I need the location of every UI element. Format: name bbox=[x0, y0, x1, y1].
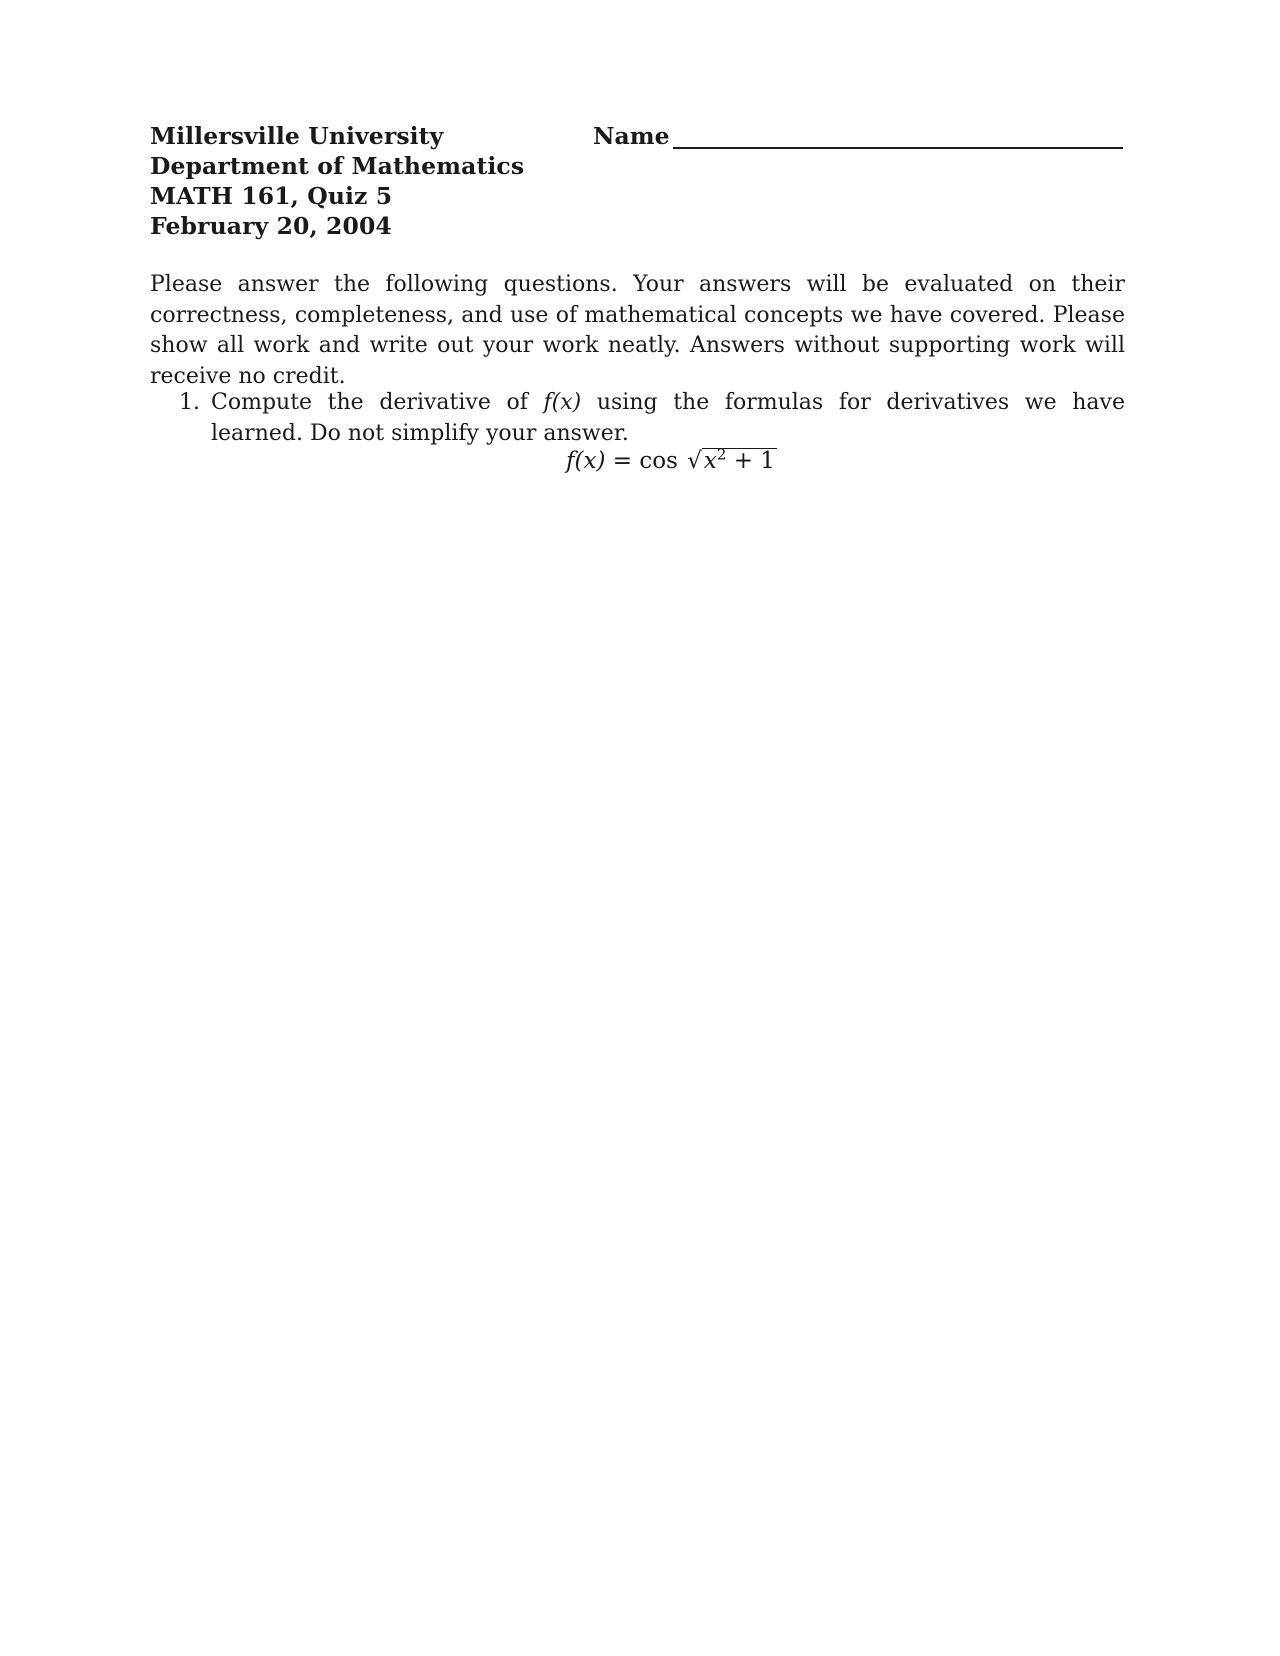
quiz-date: February 20, 2004 bbox=[150, 212, 392, 240]
name-blank-line[interactable] bbox=[673, 147, 1123, 149]
name-label: Name bbox=[593, 122, 670, 150]
formula-radical bbox=[685, 446, 777, 476]
question-text bbox=[211, 388, 1125, 449]
question-text-after: using the formulas for derivatives we have learned. Do not simplify your answer. bbox=[211, 390, 1125, 446]
radicand-rest: + 1 bbox=[733, 448, 775, 474]
instructions-paragraph: Please answer the following questions. Your answers will be evaluated on their correctness, completeness, and use of mathematical concepts we have covered. Please show all work and write out your work neatly. Answers without supporting work will receive no credit. bbox=[150, 272, 1125, 389]
formula-equals: = bbox=[612, 448, 633, 474]
question-number: 1. bbox=[179, 390, 200, 415]
radical-sign: √ bbox=[687, 448, 702, 474]
course-header bbox=[150, 121, 524, 241]
course-title: MATH 161, Quiz 5 bbox=[150, 182, 393, 210]
name-field bbox=[593, 121, 1123, 151]
department-name: Department of Mathematics bbox=[150, 152, 525, 180]
question-text-before: Compute the derivative of bbox=[211, 390, 544, 415]
question-1 bbox=[179, 388, 1125, 449]
question-formula bbox=[566, 446, 777, 476]
radicand-base: x bbox=[703, 448, 717, 474]
radicand-exponent: 2 bbox=[716, 445, 727, 464]
university-name: Millersville University bbox=[150, 122, 444, 150]
formula-cos: cos bbox=[639, 448, 678, 474]
question-function-name: f(x) bbox=[543, 390, 582, 415]
formula-radicand bbox=[702, 445, 777, 474]
formula-lhs: f(x) bbox=[566, 448, 606, 474]
